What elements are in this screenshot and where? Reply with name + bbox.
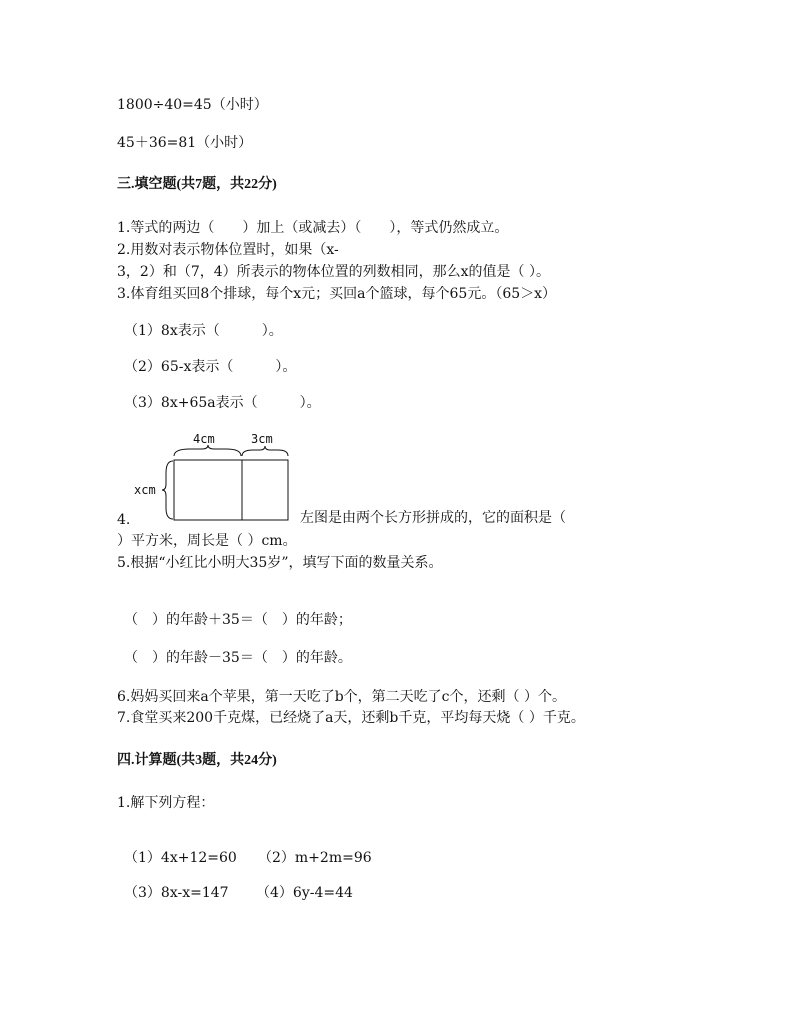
brace-top-right xyxy=(242,446,288,456)
question-2-part-b: 3，2）和（7，4）所表示的物体位置的列数相同，那么x的值是（ ）。 xyxy=(117,264,550,280)
question-5-relation-1: （ ）的年龄＋35＝（ ）的年龄； xyxy=(124,612,352,628)
calc-question-1: 1.解下列方程： xyxy=(117,795,215,811)
brace-left xyxy=(162,461,173,519)
section-4-heading: 四.计算题(共3题，共24分) xyxy=(117,753,277,768)
rectangle-left xyxy=(174,460,242,520)
question-1: 1.等式的两边（ ）加上（或减去）（ ），等式仍然成立。 xyxy=(117,220,509,236)
question-3: 3.体育组买回8个排球，每个x元；买回a个篮球，每个65元。（65＞x） xyxy=(117,286,557,302)
question-2-part-a: 2.用数对表示物体位置时，如果（x- xyxy=(117,242,339,258)
question-4-continuation: ）平方米，周长是（ ）cm。 xyxy=(117,533,297,549)
width-label-3cm: 3cm xyxy=(251,432,273,446)
width-label-4cm: 4cm xyxy=(193,432,215,446)
question-5: 5.根据“小红比小明大35岁”，填写下面的数量关系。 xyxy=(117,555,443,571)
question-4-number: 4. xyxy=(117,512,131,528)
equation-3: （3）8x-x=147 xyxy=(124,885,229,901)
question-3-item-1: （1）8x表示（ ）。 xyxy=(124,323,283,339)
brace-top-left xyxy=(174,445,241,456)
section-3-heading: 三.填空题(共7题，共22分) xyxy=(117,177,277,192)
equation-1: （1）4x+12=60 xyxy=(124,850,237,866)
rectangles-figure xyxy=(130,428,300,524)
question-4-text: 左图是由两个长方形拼成的，它的面积是（ xyxy=(300,510,566,526)
question-5-relation-2: （ ）的年龄－35＝（ ）的年龄。 xyxy=(124,650,352,666)
equation-2: （2）m+2m=96 xyxy=(258,850,372,866)
solution-line-1: 1800÷40=45（小时） xyxy=(117,97,268,113)
equation-4: （4）6y-4=44 xyxy=(256,885,353,901)
rectangle-right xyxy=(242,460,288,520)
question-3-item-3: （3）8x+65a表示（ ）。 xyxy=(124,395,321,411)
question-6: 6.妈妈买回来a个苹果，第一天吃了b个，第二天吃了c个，还剩（ ）个。 xyxy=(117,689,566,705)
height-label-xcm: xcm xyxy=(134,483,156,497)
question-7: 7.食堂买来200千克煤，已经烧了a天，还剩b千克，平均每天烧（ ）千克。 xyxy=(117,710,585,726)
question-3-item-2: （2）65-x表示（ ）。 xyxy=(124,359,297,375)
solution-line-2: 45＋36=81（小时） xyxy=(117,135,253,151)
